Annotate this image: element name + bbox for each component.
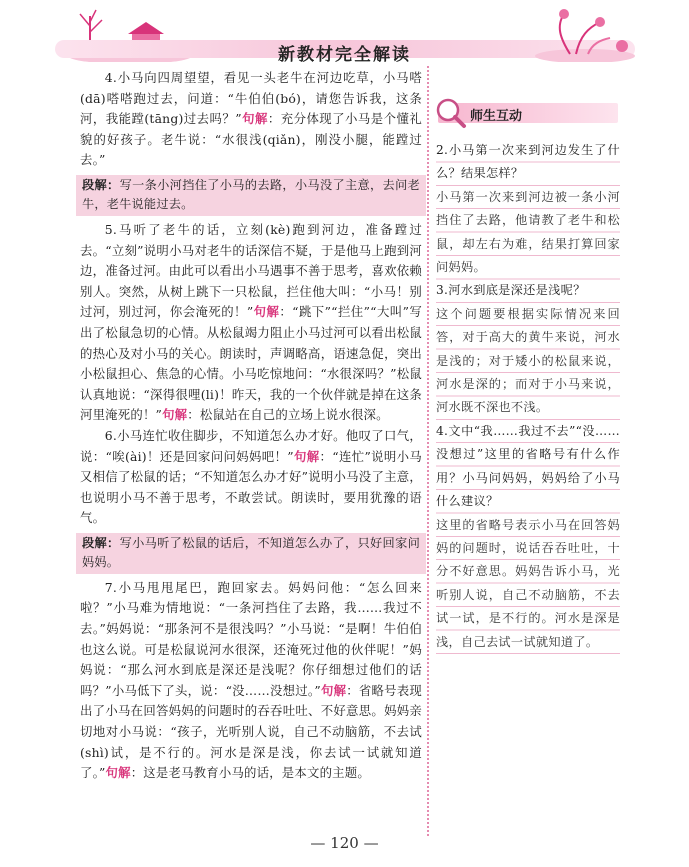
- qa-list: [436, 139, 620, 654]
- sentence-annotation-label: 句解: [253, 304, 280, 320]
- sentence-annotation-label: 句解: [320, 682, 347, 698]
- paragraph-summary-box: 段解：写小马听了松鼠的话后，不知道怎么办了，只好回家问妈妈。: [76, 533, 426, 574]
- sentence-annotation-label: 句解: [105, 765, 131, 781]
- summary-label: 段解：: [82, 535, 120, 550]
- paragraph-7: 7.小马甩甩尾巴，跑回家去。妈妈问他：“怎么回来啦？”小马难为情地说：“一条河挡住了去路，我……我过不去。”妈妈说：“那条河不是很浅吗？”小马说：“是啊！牛伯伯也这么说。可是松鼠说河水很深，还淹死过他的伙伴呢！”妈妈说：“那么河水到底是深还是浅呢？你仔细想过他们的话吗？”小马低下了头，说：“没……没想过。”句解：省略号表现出了小马在回答妈妈的问题时的吞吞吐吐、不好意思。妈妈亲切地对小马说：“孩子，光听别人说，自己不动脑筋，不去试(shì)试，是不行的。河水是深是浅，你去试一试就知道了。”句解：这是老马教育小马的话，是本文的主题。: [80, 579, 423, 781]
- teacher-student-interaction-panel: [432, 96, 620, 649]
- summary-label: 段解：: [82, 177, 120, 192]
- question-4: 4.文中“我……我过不去”“没……没想过”这里的省略号有什么作用？小马问妈妈，妈妈给了小马什么建议？: [436, 423, 620, 509]
- paragraph-6: 6.小马连忙收住脚步，不知道怎么办才好。他叹了口气，说：“唉(ài)！还是回家问问妈妈吧！”句解：“连忙”说明小马又相信了松鼠的话；“不知道怎么办才好”说明小马没了主意，也说明小马不善于思考，不敢尝试。朗读时，要用犹豫的语气。: [80, 427, 423, 526]
- answer-2: 小马第一次来到河边被一条小河挡住了去路，他请教了老牛和松鼠，却左右为难，结果打算回家问妈妈。: [436, 189, 620, 275]
- side-panel-title: 师生互动: [470, 109, 523, 124]
- magnifier-icon: [434, 96, 468, 130]
- column-divider: [427, 66, 429, 836]
- question-3: 3.河水到底是深还是浅呢？: [436, 283, 586, 298]
- answer-4: 这里的省略号表示小马在回答妈妈的问题时，说话吞吞吐吐，十分不好意思。妈妈告诉小马，光听别人说，自己不动脑筋，不去试一试，是不行的。河水是深是浅，自己去试一试就知道了。: [436, 517, 620, 649]
- side-panel-header: [432, 96, 620, 130]
- paragraph-summary-box: 段解：写一条小河挡住了小马的去路，小马没了主意，去问老牛，老牛说能过去。: [76, 175, 426, 216]
- paragraph-4: 4.小马向四周望望，看见一头老牛在河边吃草，小马嗒(dā)嗒嗒跑过去，问道：“牛伯伯(bó)，请您告诉我，这条河，我能蹚(tāng)过去吗？”句解：充分体现了小马是个懂礼貌的好孩子。老牛说：“水很浅(qiǎn)，刚没小腿，能蹚过去。”: [80, 70, 422, 168]
- question-2: 2.小马第一次来到河边发生了什么？结果怎样？: [436, 143, 620, 181]
- answer-3: 这个问题要根据实际情况来回答，对于高大的黄牛来说，河水是浅的；对于矮小的松鼠来说，河水是深的；而对于小马来说，河水既不深也不浅。: [436, 306, 620, 415]
- page-header: [0, 0, 689, 65]
- sentence-annotation-label: 句解: [162, 407, 188, 423]
- sentence-annotation-label: 句解: [293, 448, 320, 464]
- plant-cloud-decoration-icon: [530, 8, 640, 62]
- book-title: 新教材完全解读: [278, 45, 411, 65]
- paragraph-5: 5.马听了老牛的话，立刻(kè)跑到河边，准备蹚过去。“立刻”说明小马对老牛的话深信不疑，于是他马上跑到河边，准备过河。由此可以看出小马遇事不善于思考，喜欢依赖别人。突然，从树上跳下一只松鼠，拦住他大叫：“小马！别过河，别过河，你会淹死的！”句解：“跳下”“拦住”“大叫”写出了松鼠急切的心情。从松鼠竭力阻止小马过河可以看出松鼠的热心及对小马的关心。朗读时，声调略高，语速急促，突出小松鼠担心、焦急的心情。小马吃惊地问：“水很深吗？”松鼠认真地说：“深得很哩(li)！昨天，我的一个伙伴就是掉在这条河里淹死的！”句解：松鼠站在自己的立场上说水很深。: [80, 221, 422, 423]
- main-text-column: [80, 68, 422, 784]
- sentence-annotation-label: 句解: [241, 111, 268, 127]
- page-number: — 120 —: [310, 834, 379, 852]
